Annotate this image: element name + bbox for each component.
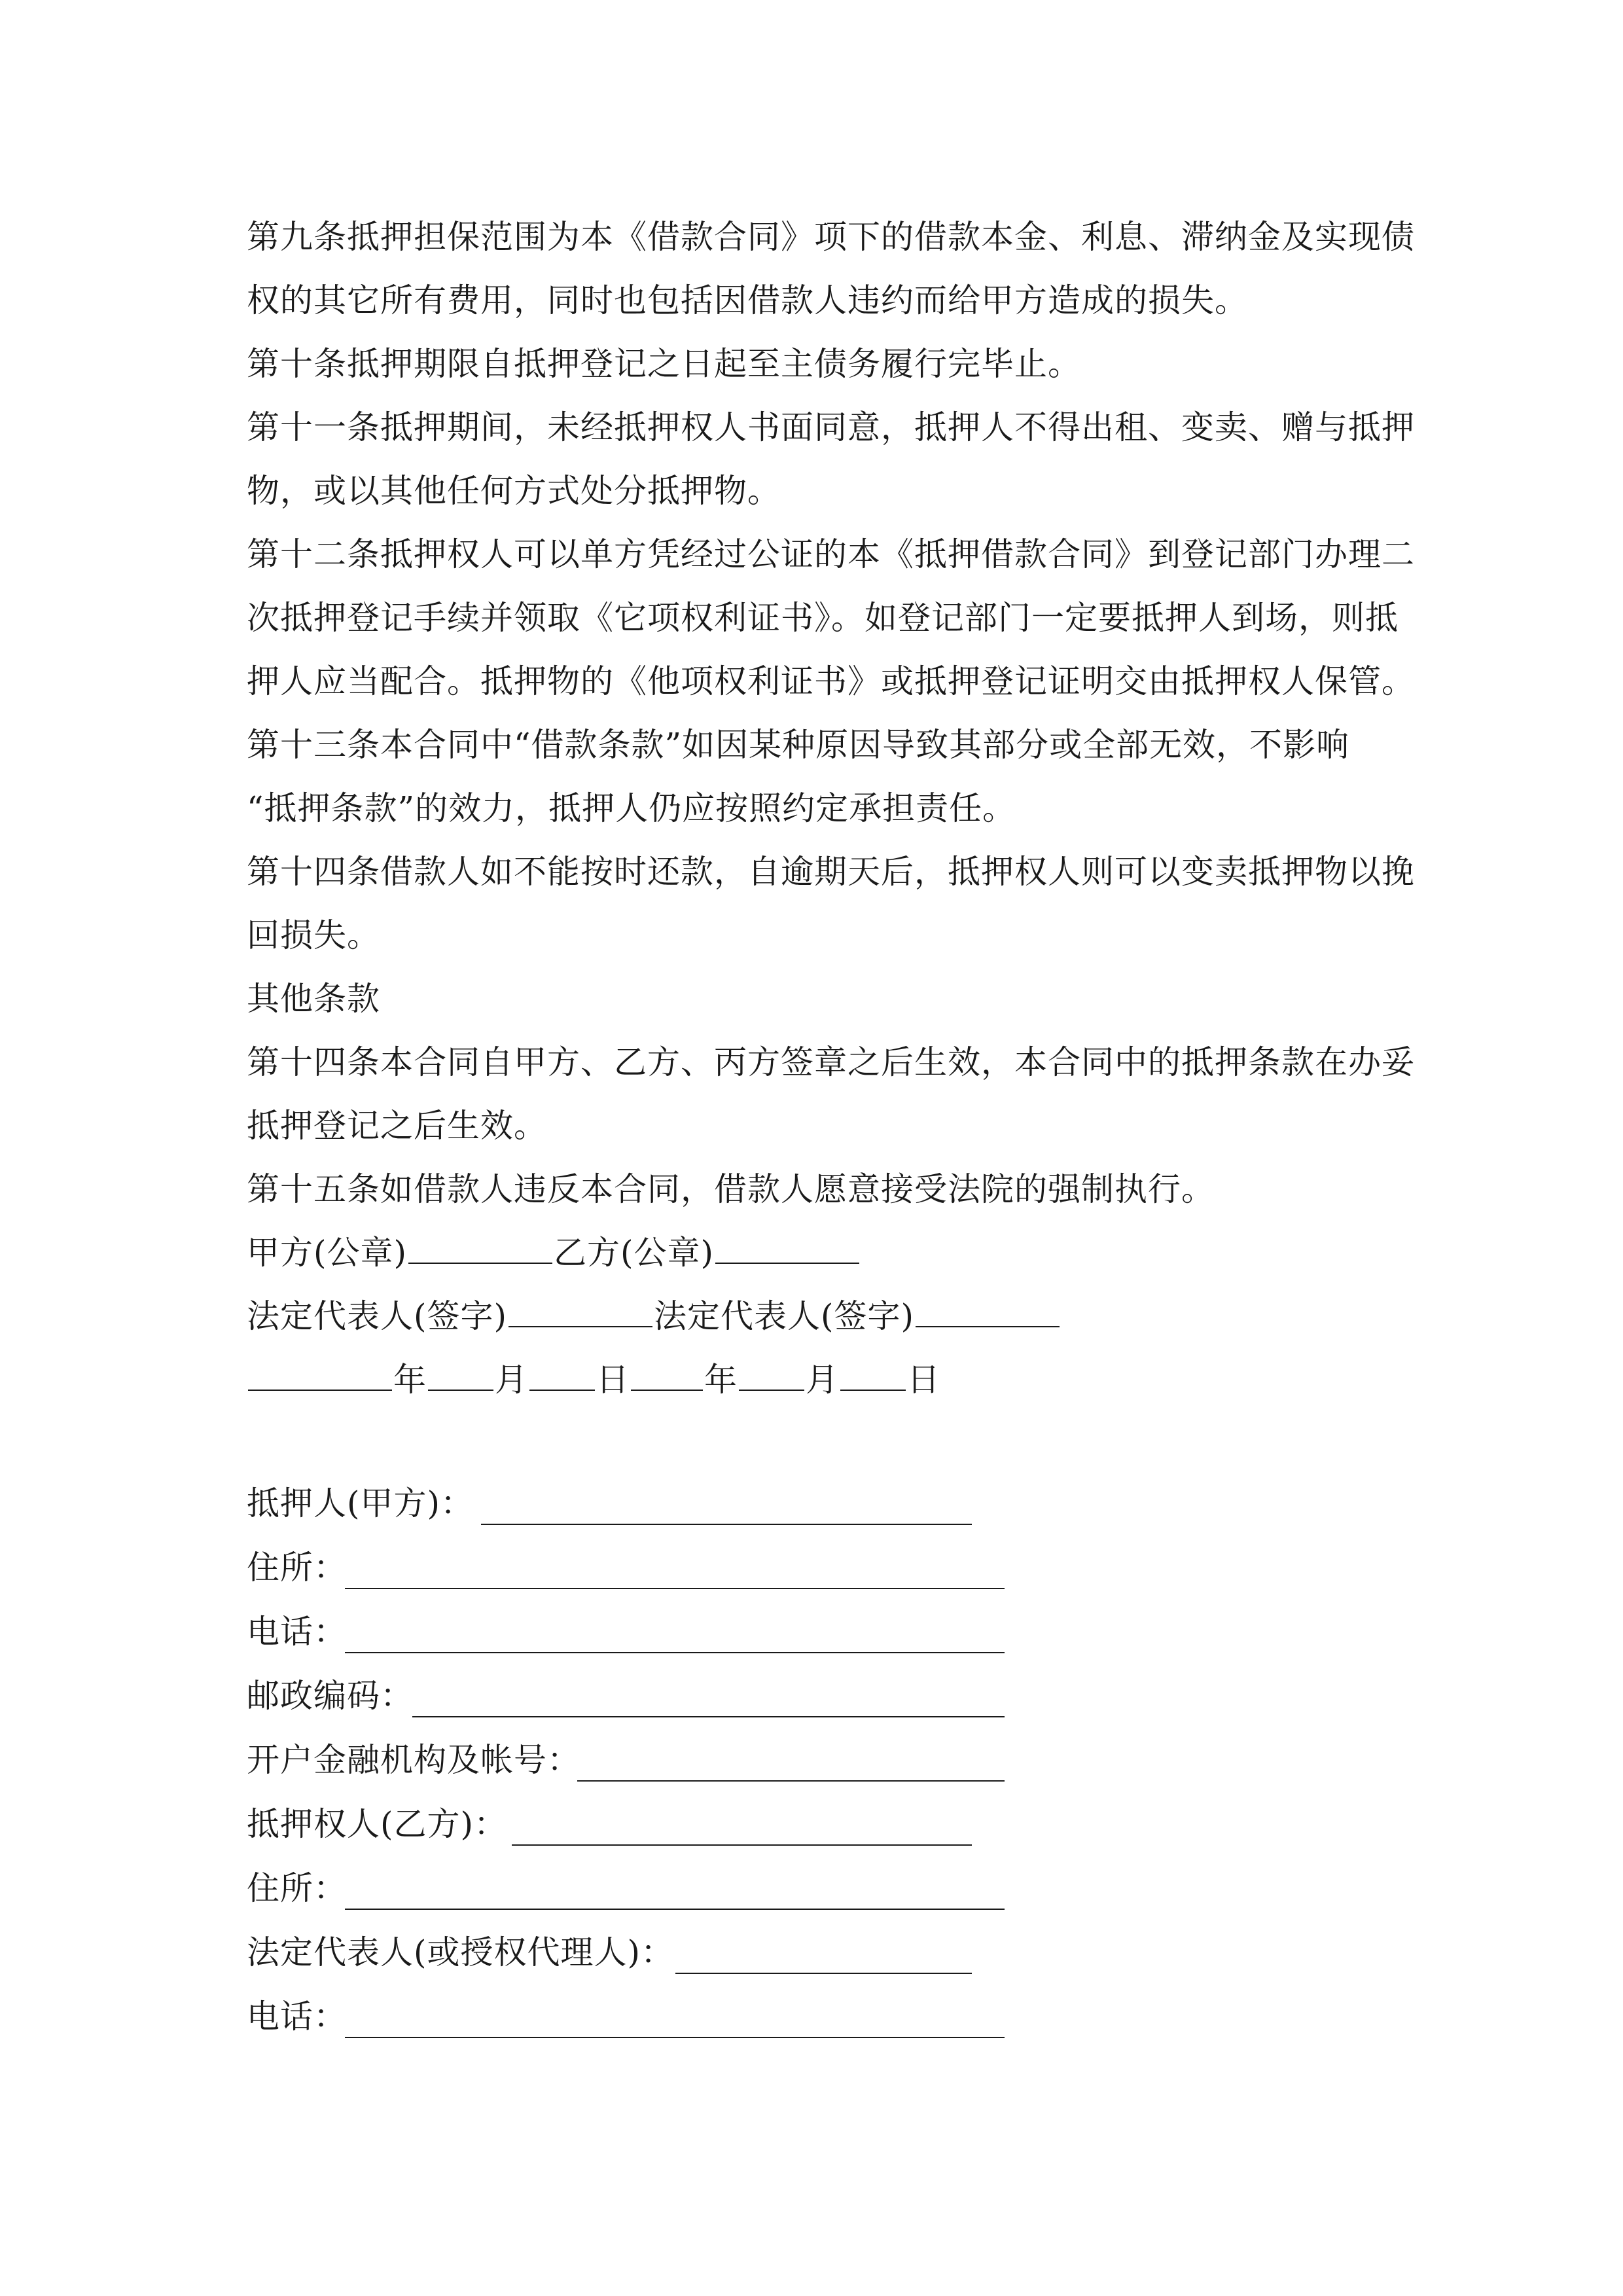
phone-2-label: 电话：: [247, 1998, 347, 2036]
clause-14b-line-2: 抵押登记之后生效。: [247, 1107, 547, 1145]
day-blank-1[interactable]: [529, 1352, 595, 1391]
year-blank-2[interactable]: [631, 1352, 703, 1391]
clause-13-line-2: “抵押条款”的效力，抵押人仍应按照约定承担责任。: [247, 789, 1016, 827]
day-label-1: 日: [596, 1361, 630, 1399]
postal-code-label: 邮政编码：: [247, 1677, 414, 1715]
legal-rep-a-label: 法定代表人(签字): [247, 1297, 508, 1335]
phone-1-label: 电话：: [247, 1613, 347, 1651]
other-terms-heading: 其他条款: [247, 980, 380, 1018]
year-label-2: 年: [704, 1361, 738, 1399]
mortgagee-field-line[interactable]: [512, 1844, 972, 1846]
bank-account-field-line[interactable]: [577, 1780, 1005, 1782]
year-label-1: 年: [393, 1361, 427, 1399]
clause-10: 第十条抵押期限自抵押登记之日起至主债务履行完毕止。: [247, 345, 1081, 383]
clause-11-line-2: 物，或以其他任何方式处分抵押物。: [247, 472, 781, 510]
party-a-seal-blank[interactable]: [408, 1225, 552, 1264]
day-blank-2[interactable]: [840, 1352, 906, 1391]
clause-12-line-2: 次抵押登记手续并领取《它项权利证书》。如登记部门一定要抵押人到场，则抵: [247, 599, 1399, 637]
clause-14b-line-1: 第十四条本合同自甲方、乙方、丙方签章之后生效，本合同中的抵押条款在办妥: [247, 1043, 1415, 1081]
mortgagor-field-line[interactable]: [481, 1524, 972, 1525]
year-blank-1[interactable]: [248, 1352, 392, 1391]
address-2-label: 住所：: [247, 1869, 347, 1907]
clause-12-line-1: 第十二条抵押权人可以单方凭经过公证的本《抵押借款合同》到登记部门办理二: [247, 535, 1415, 573]
address-2-field-line[interactable]: [345, 1909, 1005, 1910]
clause-14-line-2: 回损失。: [247, 916, 380, 954]
month-label-1: 月: [495, 1361, 528, 1399]
phone-1-field-line[interactable]: [345, 1652, 1005, 1653]
day-label-2: 日: [907, 1361, 940, 1399]
clause-15: 第十五条如借款人违反本合同，借款人愿意接受法院的强制执行。: [247, 1170, 1215, 1208]
clause-14-line-1: 第十四条借款人如不能按时还款，自逾期天后，抵押权人则可以变卖抵押物以挽: [247, 853, 1415, 891]
clause-9-line-2: 权的其它所有费用，同时也包括因借款人违约而给甲方造成的损失。: [247, 281, 1248, 319]
clause-13-line-1: 第十三条本合同中“借款条款”如因某种原因导致其部分或全部无效，不影响: [247, 726, 1350, 764]
legal-rep-row: [247, 1283, 1061, 1349]
address-1-label: 住所：: [247, 1549, 347, 1587]
legal-rep-agent-field-line[interactable]: [675, 1973, 972, 1974]
mortgagee-label: 抵押权人(乙方)：: [247, 1805, 508, 1843]
bank-account-label: 开户金融机构及帐号：: [247, 1741, 580, 1779]
clause-9-line-1: 第九条抵押担保范围为本《借款合同》项下的借款本金、利息、滞纳金及实现债: [247, 218, 1415, 256]
seal-row: [247, 1220, 861, 1285]
month-blank-2[interactable]: [739, 1352, 804, 1391]
legal-rep-a-blank[interactable]: [508, 1288, 652, 1327]
postal-code-field-line[interactable]: [412, 1716, 1005, 1717]
party-a-seal-label: 甲方(公章): [247, 1234, 408, 1272]
legal-rep-b-label: 法定代表人(签字): [654, 1297, 915, 1335]
date-row: [247, 1347, 940, 1412]
legal-rep-agent-label: 法定代表人(或授权代理人)：: [247, 1933, 675, 1971]
month-blank-1[interactable]: [428, 1352, 493, 1391]
party-b-seal-blank[interactable]: [715, 1225, 859, 1264]
legal-rep-b-blank[interactable]: [916, 1288, 1060, 1327]
phone-2-field-line[interactable]: [345, 2037, 1005, 2038]
address-1-field-line[interactable]: [345, 1588, 1005, 1589]
mortgagor-label: 抵押人(甲方)：: [247, 1484, 474, 1522]
clause-11-line-1: 第十一条抵押期间，未经抵押权人书面同意，抵押人不得出租、变卖、赠与抵押: [247, 408, 1415, 446]
month-label-2: 月: [806, 1361, 839, 1399]
clause-12-line-3: 押人应当配合。抵押物的《他项权利证书》或抵押登记证明交由抵押权人保管。: [247, 662, 1415, 700]
party-b-seal-label: 乙方(公章): [554, 1234, 715, 1272]
